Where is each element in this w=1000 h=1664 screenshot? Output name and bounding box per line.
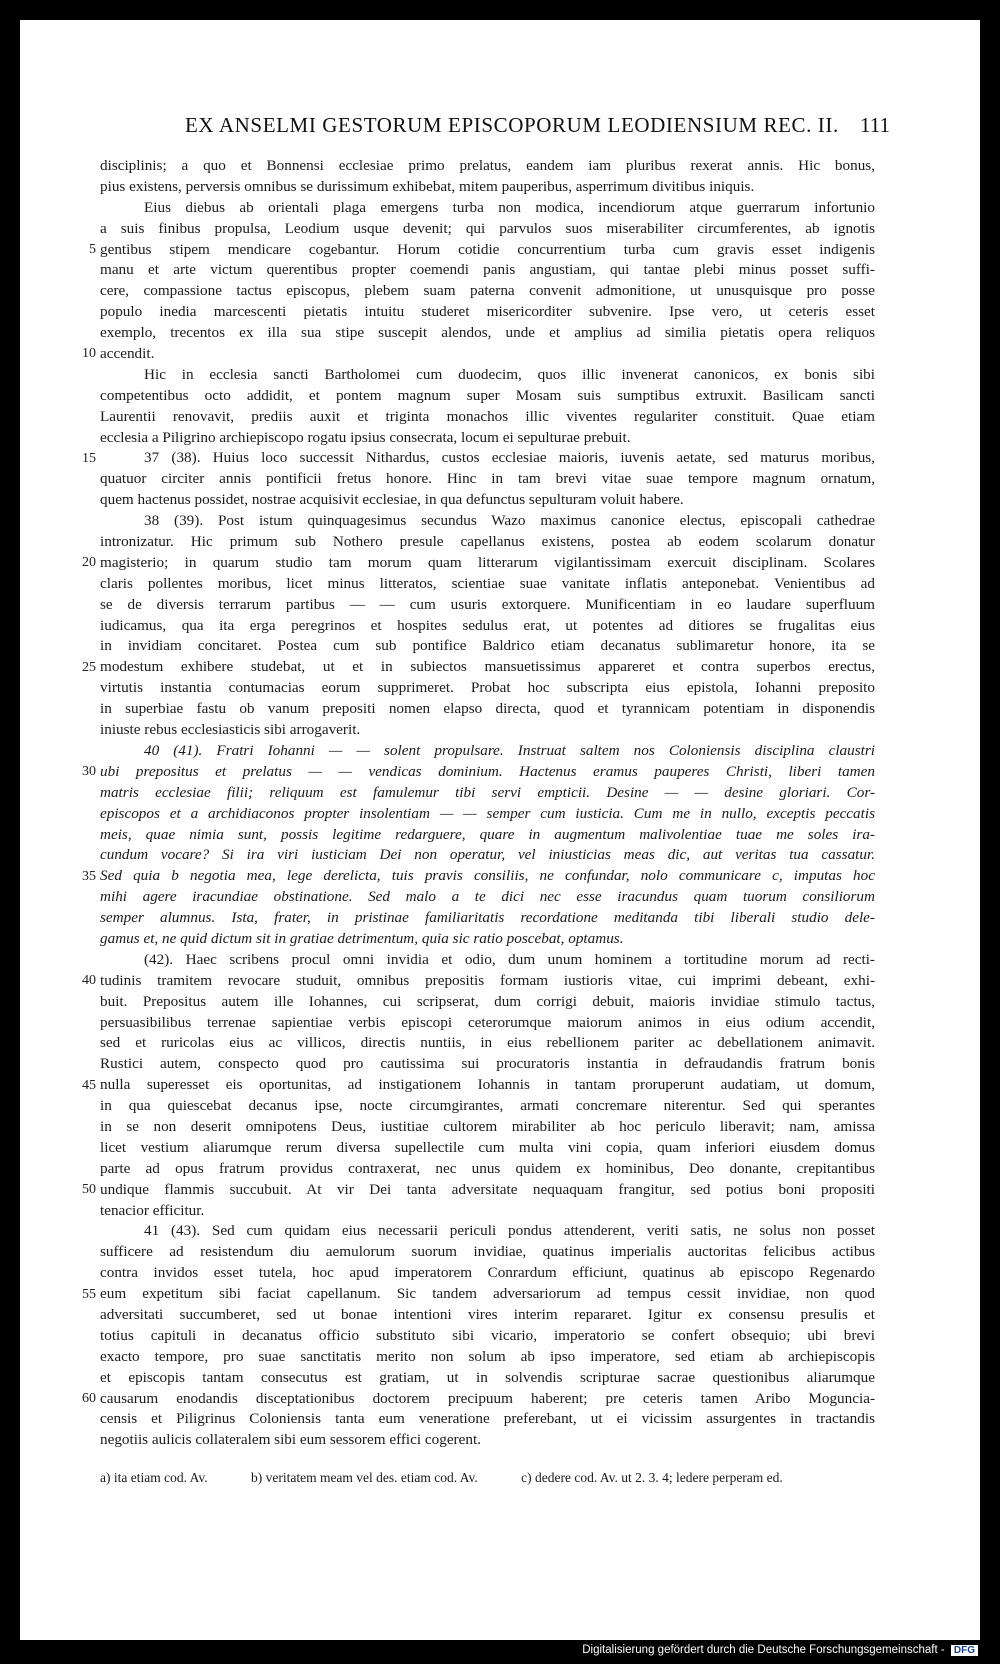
text-line bbox=[100, 1409, 875, 1430]
footnote-c: c) dedere cod. Av. ut 2. 3. 4; ledere perperam ed. bbox=[521, 1470, 783, 1485]
line-text: 37 (38). Huius loco successit Nithardus, custos ecclesiae maioris, iuvenis aetate, sed maturus moribus, bbox=[144, 449, 875, 467]
text-line bbox=[100, 532, 875, 553]
margin-line-number: 15 bbox=[82, 450, 96, 466]
line-text: ecclesia a Piligrino archiepiscopo rogatu ipsius consecrata, locum ei sepulturae prebuit. bbox=[100, 428, 631, 446]
line-text: populo inedia marcescenti pietatis intuitu studeret misericorditer subvenire. Ipse vero, ut ceteris esset bbox=[100, 303, 875, 321]
line-text: cundum vocare? Si ira viri iusticiam Dei non operatur, vel iniusticias meas dic, aut veritas tua cassatur. bbox=[100, 846, 875, 864]
line-text: quem hactenus possidet, nostrae acquisivit ecclesiae, in qua defunctus sepulturam voluit habere. bbox=[100, 491, 684, 509]
text-line bbox=[100, 428, 875, 449]
line-text: tenacior efficitur. bbox=[100, 1201, 205, 1219]
line-text: sed et ruricolas eius ac villicos, directis nuntiis, in eius rebellionem pariter ac debellationem animavit. bbox=[100, 1034, 875, 1052]
footnote-b: b) veritatem meam vel des. etiam cod. Av. bbox=[250, 1470, 478, 1485]
text-line bbox=[100, 1368, 875, 1389]
margin-line-number: 55 bbox=[82, 1286, 96, 1302]
running-head: EX ANSELMI GESTORUM EPISCOPORUM LEODIENSIUM REC. II. bbox=[185, 113, 839, 137]
line-text: adversitati succumberet, sed ut bonae intentioni vires interim repararet. Igitur ex consensu presulis et bbox=[100, 1305, 875, 1323]
text-line bbox=[100, 783, 875, 804]
line-text: sufficere ad resistendum diu aemulorum suorum invidiae, quatinus imperialis auctoritas felicibus actibus bbox=[100, 1243, 875, 1261]
line-text: se de diversis terrarum partibus — — cum usuris extorquere. Munificentiam in eo laudare superfluum bbox=[100, 595, 875, 613]
line-text: censis et Piligrinus Coloniensis tanta eum veneratione preferebant, ut ei vicissim assurgentes in tractandis bbox=[100, 1410, 875, 1428]
line-text: 40 (41). Fratri Iohanni — — solent propulsare. Instruat saltem nos Coloniensis disciplina claustri bbox=[144, 741, 875, 759]
line-text: negotiis aulicis collateralem sibi eum sessorem effici cogerent. bbox=[100, 1431, 481, 1449]
margin-line-number: 45 bbox=[82, 1077, 96, 1093]
text-line bbox=[100, 365, 875, 386]
line-text: exacto tempore, pro suae sanctitatis merito non solum ab ipso imperatore, sed etiam ab archiepiscopis bbox=[100, 1347, 875, 1365]
text-line bbox=[100, 448, 875, 469]
text-line bbox=[100, 344, 875, 365]
text-line bbox=[100, 1326, 875, 1347]
line-text: ubi prepositus et prelatus — — vendicas dominium. Hactenus eramus pauperes Christi, liberi tamen bbox=[100, 762, 875, 780]
margin-line-number: 20 bbox=[82, 555, 96, 571]
line-text: Sed quia b negotia mea, lege derelicta, tuis pravis consiliis, ne confundar, nolo communicare c, imputas hoc bbox=[100, 867, 875, 885]
line-text: semper alumnus. Ista, frater, in pristinae familiaritatis recordatione meditanda tibi liberali studio dele- bbox=[100, 909, 875, 927]
line-text: claris pollentes moribus, licet minus litteratos, scientiae suae vanitate inflatis anteponebat. Venientibus ad bbox=[100, 574, 875, 592]
line-text: Rustici autem, conspecto quod pro cautissima sui procuratoris instantia in defraudandis fratrum bonis bbox=[100, 1055, 875, 1073]
footnotes bbox=[100, 1470, 875, 1486]
line-text: 41 (43). Sed cum quidam eius necessarii periculi pondus attenderent, veriti satis, ne solus non posset bbox=[144, 1222, 875, 1240]
text-line bbox=[100, 1117, 875, 1138]
line-text: cere, compassione tactus episcopus, plebem suam paterna convenit admonitione, ut unusquisque pro posse bbox=[100, 282, 875, 300]
line-text: iniuste rebus ecclesiasticis sibi arrogaverit. bbox=[100, 721, 361, 739]
text-line bbox=[100, 950, 875, 971]
text-line bbox=[100, 595, 875, 616]
line-text: episcopos et a archidiaconos propter insolentiam — — semper cum iusticia. Cum me in nullo, exceptis peccatis bbox=[100, 804, 875, 822]
line-text: 38 (39). Post istum quinquagesimus secundus Wazo maximus canonice electus, episcopali cathedrae bbox=[144, 512, 875, 530]
text-line bbox=[100, 971, 875, 992]
text-line bbox=[100, 177, 875, 198]
line-text: totius capituli in decanatus officio substituto sibi vicario, imperatorio se confert obsequio; ubi brevi bbox=[100, 1326, 875, 1344]
text-line bbox=[100, 198, 875, 219]
line-text: intronizatur. Hic primum sub Nothero presule capellanus existens, postea ab eodem scolarum donatur bbox=[100, 533, 875, 551]
line-text: tudinis tramitem revocare studuit, omnibus prepositis formam iustioris vitae, cui imprimi debeant, exhi- bbox=[100, 971, 875, 989]
margin-line-number: 40 bbox=[82, 973, 96, 989]
text-line bbox=[100, 699, 875, 720]
margin-line-number: 25 bbox=[82, 659, 96, 675]
line-text: meis, quae nimia sunt, possis legitime redarguere, quare in augmentum malivolentiae tuae me soles ira- bbox=[100, 825, 875, 843]
text-line bbox=[100, 386, 875, 407]
line-text: buit. Prepositus autem ille Iohannes, cui scripserat, dum corrigi debuit, maioris invidiae stimulo tactus, bbox=[100, 992, 875, 1010]
line-text: in superbiae fastu ob vanum prepositi nomen elapso directa, quod et tyrannicam potentiam in disponendis bbox=[100, 700, 875, 718]
line-text: persuasibilibus terrenae sapientiae verbis episcopi ceterorumque maiorum animos in eius odium accendit, bbox=[100, 1013, 875, 1031]
line-text: a suis finibus propulsa, Leodium usque devenit; qui parvulos suos miserabiliter circumferentes, ab ignotis bbox=[100, 219, 875, 237]
line-text: virtutis instantia contumacias eorum supprimeret. Probat hoc subscripta eius epistola, Iohanni preposito bbox=[100, 679, 875, 697]
text-line bbox=[100, 302, 875, 323]
credit-text: Digitalisierung gefördert durch die Deutsche Forschungsgemeinschaft - bbox=[582, 1644, 945, 1656]
line-text: iudicamus, qua ita erga peregrinos et hospites sedulus erat, ut potentes ad ditiores se frugalitas eius bbox=[100, 616, 875, 634]
line-text: licet vestium aliarumque rerum diversa supellectile cum multa vini copia, quam inferiori eiusdem domus bbox=[100, 1138, 875, 1156]
text-line bbox=[100, 1054, 875, 1075]
line-text: nulla superesset eis oportunitas, ad instigationem Iohannis in tantam proruperunt audatiam, ut domum, bbox=[100, 1076, 875, 1094]
digitization-credit[interactable] bbox=[582, 1644, 978, 1656]
line-text: competentibus octo addidit, et pontem magnum super Mosam suis sumptibus extruxit. Basilicam sancti bbox=[100, 386, 875, 404]
line-text: manu et arte victum querentibus propter coemendi panis angustiam, qui tantae plebi minus posset suffi- bbox=[100, 261, 875, 279]
margin-line-number: 10 bbox=[82, 346, 96, 362]
line-text: in se non deserit omnipotens Deus, iustitiae cultorem mirabiliter ab hoc periculo liberavit; nam, amissa bbox=[100, 1117, 875, 1135]
text-line bbox=[100, 636, 875, 657]
text-line bbox=[100, 908, 875, 929]
text-line bbox=[100, 1305, 875, 1326]
text-line bbox=[100, 1033, 875, 1054]
main-text bbox=[100, 156, 875, 1451]
line-text: Hic in ecclesia sancti Bartholomei cum duodecim, quos illic invenerat canonicos, ex bonis sibi bbox=[144, 365, 875, 383]
text-line bbox=[100, 281, 875, 302]
text-line bbox=[100, 762, 875, 783]
line-text: magisterio; in quarum studio tam morum quam litterarum vigilantissimam exercuit disciplinam. Scolares bbox=[100, 553, 875, 571]
text-line bbox=[100, 845, 875, 866]
line-text: gentibus stipem mendicare cogebantur. Horum cotidie concurrentium turba cum gravis esset indigenis bbox=[100, 240, 875, 258]
text-line bbox=[100, 1159, 875, 1180]
line-text: pius existens, perversis omnibus se durissimum exhibebat, mitem pauperibus, asperrimum divitibus iniquis. bbox=[100, 177, 755, 195]
text-line bbox=[100, 616, 875, 637]
line-text: exemplo, trecentos ex illa sua stipe suscepit alendos, unde et amplius ad similia pietatis opera reliquos bbox=[100, 324, 875, 342]
text-line bbox=[100, 720, 875, 741]
text-line bbox=[100, 804, 875, 825]
line-text: (42). Haec scribens procul omni invidia et odio, dum unum hominem a tortitudine morum ad recti- bbox=[144, 950, 875, 968]
text-line bbox=[100, 1389, 875, 1410]
text-line bbox=[100, 1430, 875, 1451]
line-text: parte ad opus fratrum providus contraxerat, nec unus quidem ex hominibus, Deo donante, crepitantibus bbox=[100, 1159, 875, 1177]
line-text: et episcopis tantam consecutus est gratiam, ut in solvendis scripturae sacrae questionibus aliarumque bbox=[100, 1368, 875, 1386]
text-line bbox=[100, 323, 875, 344]
line-text: Eius diebus ab orientali plaga emergens turba non modica, incendiorum atque guerrarum infortunio bbox=[144, 198, 875, 216]
text-line bbox=[100, 240, 875, 261]
line-text: in qua quiescebat decanus ipse, nocte circumgirantes, armati concremare niterentur. Sed qui sperantes bbox=[100, 1097, 875, 1115]
line-text: gamus et, ne quid dictum sit in gratiae detrimentum, quia sic ratio poscebat, optamus. bbox=[100, 929, 624, 947]
margin-line-number: 50 bbox=[82, 1182, 96, 1198]
text-line bbox=[100, 1263, 875, 1284]
line-text: modestum exhibere studebat, ut et in subiectos mansuetissimus appareret et contra superbos erectus, bbox=[100, 658, 875, 676]
text-line bbox=[100, 553, 875, 574]
line-text: quatuor circiter annis pontificii fretus honore. Hinc in tam brevi vitae suae tempore magnum ornatum, bbox=[100, 470, 875, 488]
text-line bbox=[100, 511, 875, 532]
text-line bbox=[100, 825, 875, 846]
margin-line-number: 30 bbox=[82, 764, 96, 780]
text-line bbox=[100, 887, 875, 908]
line-text: Laurentii renovavit, prediis auxit et triginta monachos illic viventes regulariter constituit. Quae etiam bbox=[100, 407, 875, 425]
text-line bbox=[100, 657, 875, 678]
text-line bbox=[100, 1138, 875, 1159]
line-text: in invidiam concitaret. Postea cum sub pontifice Baldrico etiam decanatus sublimaretur honore, ita se bbox=[100, 637, 875, 655]
margin-line-number: 60 bbox=[82, 1391, 96, 1407]
line-text: causarum enodandis disceptationibus doctorem precipuum haberent; pre ceteris tamen Aribo Moguncia- bbox=[100, 1389, 875, 1407]
text-line bbox=[100, 866, 875, 887]
line-text: contra invidos esset tutela, hoc apud imperatorem Conrardum efficiunt, quatinus ab episcopo Regenardo bbox=[100, 1264, 875, 1282]
text-line bbox=[100, 1284, 875, 1305]
text-line bbox=[100, 1347, 875, 1368]
text-line bbox=[100, 260, 875, 281]
text-line bbox=[100, 574, 875, 595]
line-text: matris ecclesiae filii; reliquum est famulemur tibi servi empticii. Desine — — desine gloriari. Cor- bbox=[100, 783, 875, 801]
text-line bbox=[100, 1221, 875, 1242]
line-text: disciplinis; a quo et Bonnensi ecclesiae primo prelatus, eandem iam pluribus rexerat annis. Hic bonus, bbox=[100, 157, 875, 174]
line-text: undique flammis succubuit. At vir Dei tanta adversitate nequaquam frangitur, sed potius boni propositi bbox=[100, 1180, 875, 1198]
text-line bbox=[100, 1096, 875, 1117]
dfg-logo-icon: DFG bbox=[951, 1645, 978, 1656]
text-line bbox=[100, 929, 875, 950]
footnote-a: a) ita etiam cod. Av. bbox=[100, 1470, 208, 1485]
text-line bbox=[100, 219, 875, 240]
margin-line-number: 5 bbox=[89, 241, 96, 257]
margin-line-number: 35 bbox=[82, 868, 96, 884]
text-line bbox=[100, 469, 875, 490]
text-line bbox=[100, 1180, 875, 1201]
text-line bbox=[100, 407, 875, 428]
text-line bbox=[100, 992, 875, 1013]
text-line bbox=[100, 490, 875, 511]
text-line bbox=[100, 741, 875, 762]
text-line bbox=[100, 1013, 875, 1034]
text-line bbox=[100, 1075, 875, 1096]
text-line bbox=[100, 1242, 875, 1263]
line-text: eum expetitum sibi faciat capellanum. Sic tandem adversariorum ad tempus cessit invidiae, non quod bbox=[100, 1285, 875, 1303]
text-line bbox=[100, 678, 875, 699]
page-number: 111 bbox=[860, 113, 890, 137]
text-line bbox=[100, 1201, 875, 1222]
text-line bbox=[100, 156, 875, 177]
line-text: mihi agere iracundiae obstinatione. Sed malo a te dici nec esse iracundus quam tuorum consiliorum bbox=[100, 888, 875, 906]
line-text: accendit. bbox=[100, 345, 155, 363]
